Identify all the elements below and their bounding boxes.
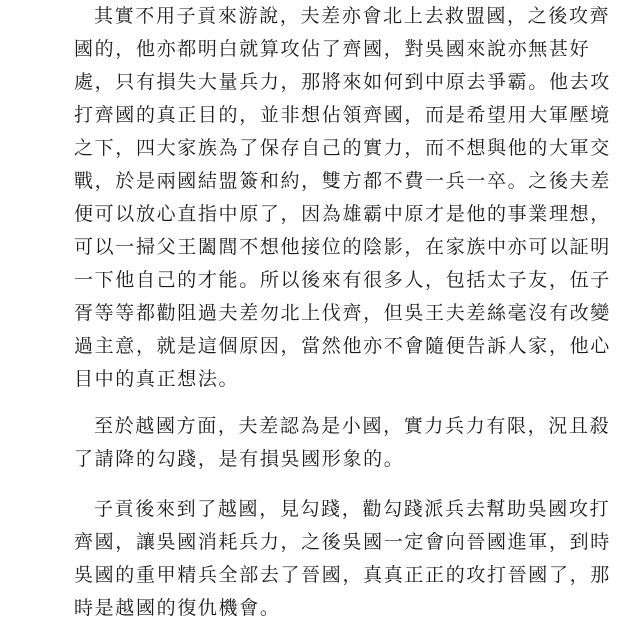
paragraph-line: 了請降的勾踐，是有損吳國形象的。 [74,448,405,470]
paragraph-line: 國的，他亦都明白就算攻佔了齊國，對吳國來說亦無甚好 [74,38,591,60]
paragraph-line: 之下，四大家族為了保存自己的實力，而不想與他的大軍交 [74,137,611,159]
paragraph-line: 至於越國方面，夫差認為是小國，實力兵力有限，況且殺 [94,415,611,437]
paragraph-line: 處，只有損失大量兵力，那將來如何到中原去爭霸。他去攻 [74,71,611,93]
paragraph-line: 一下他自己的才能。所以後來有很多人，包括太子友，伍子 [74,269,611,291]
paragraph-line: 可以一掃父王闔閭不想他接位的陰影，在家族中亦可以証明 [74,236,611,258]
paragraph-line: 時是越國的復仇機會。 [74,597,281,619]
paragraph-line: 其實不用子貢來游說，夫差亦會北上去救盟國，之後攻齊 [94,5,611,27]
paragraph-line: 目中的真正想法。 [74,368,240,390]
paragraph-line: 打齊國的真正目的，並非想佔領齊國，而是希望用大軍壓境 [74,104,611,126]
paragraph-line: 吳國的重甲精兵全部去了晉國，真真正正的攻打晉國了，那 [74,564,611,586]
paragraph-line: 過主意，就是這個原因，當然他亦不會隨便告訴人家，他心 [74,335,611,357]
paragraph-line: 齊國，讓吳國消耗兵力，之後吳國一定會向晉國進軍，到時 [74,531,611,553]
paragraph-line: 便可以放心直指中原了，因為雄霸中原才是他的事業理想， [74,203,611,225]
paragraph-line: 戰，於是兩國結盟簽和約，雙方都不費一兵一卒。之後夫差 [74,170,611,192]
paragraph-line: 子貢後來到了越國，見勾踐，勸勾踐派兵去幫助吳國攻打 [94,498,611,520]
paragraph-line: 胥等等都勸阻過夫差勿北上伐齊，但吳王夫差絲毫沒有改變 [74,302,611,324]
